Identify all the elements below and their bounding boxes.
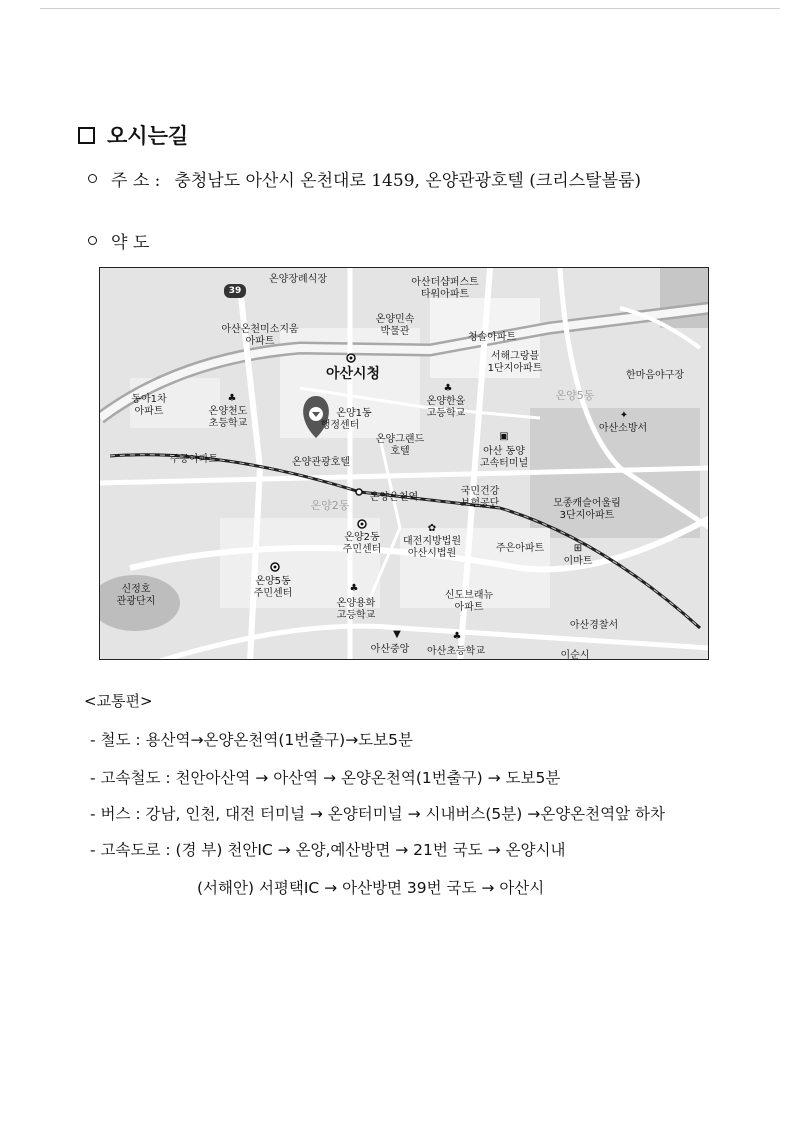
map-label-onyang2-area: 온양2동 (310, 499, 350, 512)
address-line (88, 166, 641, 191)
map-label-hanul-school: 온양한올 고등학교 (426, 396, 466, 419)
map-label-museum: 온양민속 박물관 (375, 314, 415, 337)
map-label-elementary: 아산초등학교 (427, 646, 485, 657)
map-label-station: 온양온천역 (369, 492, 419, 503)
map-label-jugong: 주공아파트 (169, 454, 219, 465)
map-label-sindo: 신도브래뉴 아파트 (444, 590, 494, 613)
map-section-line (88, 228, 149, 253)
page-title: 오시는길 (107, 124, 189, 148)
school-icon: ♣ (452, 631, 462, 642)
section-heading (78, 120, 188, 150)
map-label-first-apt: 아산더샵퍼스트 타워아파트 (411, 277, 479, 300)
map-label-hanmaeum: 한마음야구장 (626, 370, 684, 381)
school-icon: ♣ (349, 583, 359, 594)
map-label-hotel: 온양관광호텔 (292, 457, 350, 468)
map-label-court: 대전지방법원 아산시법원 (403, 536, 461, 559)
map-label-onyang5-center: 온양5동 주민센터 (253, 576, 293, 599)
map-label-central: 아산중앙 (370, 644, 410, 655)
map-label-onyangcheon-school: 온양천도 초등학교 (208, 406, 248, 429)
circle-bullet-icon (88, 174, 97, 183)
map-label-onyang-apt: 아산온천미소지움 아파트 (221, 324, 299, 347)
map-label-police: 아산경찰서 (569, 620, 619, 631)
landmark-icon: ▼ (393, 629, 401, 640)
address-label: 주 소 : (111, 171, 161, 191)
map-label-emart: 이마트 (563, 556, 593, 567)
map-label-mojong: 모종캐슬어울림 3단지아파트 (553, 498, 621, 521)
school-icon: ♣ (443, 383, 453, 394)
route-39-badge: 39 (228, 286, 242, 296)
map-label-onyang2-center: 온양2동 주민센터 (342, 532, 382, 555)
map-label-grand-hotel: 온양그랜드 호텔 (375, 434, 425, 457)
map-label-isu: 이순시 (560, 650, 590, 660)
map-label-fire-station: 아산소방서 (598, 423, 648, 434)
map-label-dongah: 동아1차 아파트 (131, 394, 167, 417)
checkbox-square-icon (78, 127, 95, 144)
page-top-rule (40, 8, 780, 9)
transport-title: <교통편> (84, 692, 153, 710)
map-label-health-ins: 국민건강 보험공단 (460, 486, 500, 509)
circle-bullet-icon (88, 236, 97, 245)
bus-icon: ▣ (499, 431, 509, 442)
map-label-wedding-hall: 온양장례식장 (269, 274, 327, 285)
transport-highway-seohaean: (서해안) 서평택IC → 아산방면 39번 국도 → 아산시 (197, 879, 545, 897)
address-text: 충청남도 아산시 온천대로 1459, 온양관광호텔 (크리스탈볼룸) (174, 171, 642, 191)
fire-station-icon: ✦ (619, 410, 629, 421)
cart-icon: ⊞ (573, 543, 583, 554)
map-label-bus-terminal: 아산 동양 고속터미널 (479, 446, 529, 469)
school-icon: ♣ (227, 393, 237, 404)
location-map (99, 267, 709, 660)
map-section-label: 약 도 (111, 233, 150, 253)
map-label-jueun: 주은아파트 (495, 543, 545, 554)
map-label-cheongsol: 청솔아파트 (467, 332, 517, 343)
map-label-sinjeong: 신정호 관광단지 (116, 584, 156, 607)
map-label-onyang5-area: 온양5동 (555, 389, 595, 402)
map-label-onyang-dong: 온양1동 (336, 408, 372, 419)
map-label-haengjeong: 행정센터 (320, 420, 360, 431)
transport-highway-gyeongbu: - 고속도로 : (경 부) 천안IC → 온양,예산방면 → 21번 국도 → 온양시내 (90, 841, 566, 859)
transport-bus: - 버스 : 강남, 인천, 대전 터미널 → 온양터미널 → 시내버스(5분) →온양온천역앞 하차 (90, 805, 665, 823)
map-label-yongwha: 온양용화 고등학교 (336, 598, 376, 621)
map-label-seohae: 서해그랑블 1단지아파트 (487, 351, 543, 374)
court-icon: ✿ (427, 523, 437, 534)
transport-ktx: - 고속철도 : 천안아산역 → 아산역 → 온양온천역(1번출구) → 도보5분 (90, 769, 561, 787)
transport-rail: - 철도 : 용산역→온양온천역(1번출구)→도보5분 (90, 731, 413, 749)
map-label-city-hall: 아산시청 (325, 366, 381, 382)
